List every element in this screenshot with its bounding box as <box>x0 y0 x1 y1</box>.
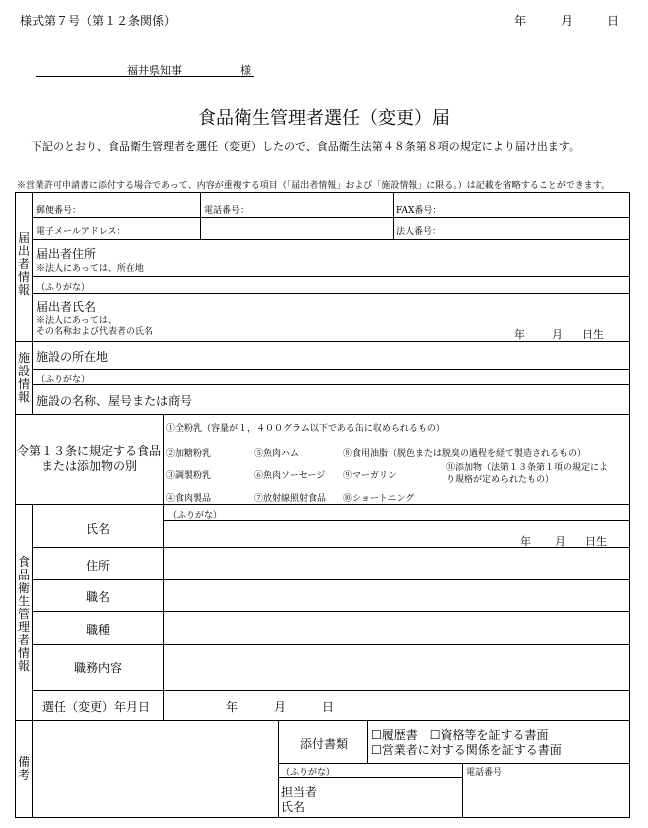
manager-furigana-label: （ふりがな） <box>168 511 223 521</box>
addressee-suffix: 様 <box>240 64 251 77</box>
contact-person-label-2: 氏名 <box>281 800 306 814</box>
food-type-item-3: ③調製粉乳 <box>166 471 212 481</box>
contact-phone-label: 電話番号 <box>466 768 503 778</box>
facility-location-label: 施設の所在地 <box>36 350 109 364</box>
applicant-name-label: 届出者氏名 <box>36 300 97 314</box>
manager-birth-month: 月 <box>555 535 566 548</box>
manager-address-label: 住所 <box>86 559 111 573</box>
food-type-item-4: ④食肉製品 <box>166 494 212 504</box>
food-type-item-8: ⑧食用油脂（脱色または脱臭の過程を経て製造されるもの） <box>343 449 587 459</box>
food-type-item-5: ⑤魚肉ハム <box>254 449 300 459</box>
section-label-facility: 施 設 情 報 <box>17 351 30 404</box>
corp-number-label: 法人番号： <box>396 227 442 237</box>
applicant-address-note: ※法人にあっては、所在地 <box>36 264 144 274</box>
manager-job-title-label: 職名 <box>86 590 111 604</box>
food-type-item-10: ⑩ショートニング <box>343 494 415 504</box>
facility-furigana-label: （ふりがな） <box>36 375 91 385</box>
section-label-applicant: 届 出 者 情 報 <box>17 231 30 297</box>
food-type-item-11: ⑪添加物（法第１３条第１項の規定により規格が定められたもの） <box>446 463 609 485</box>
fax-label: FAX番号： <box>396 206 442 216</box>
section-label-manager: 食 品 衛 生 管 理 者 情 報 <box>17 555 30 673</box>
contact-furigana-label: （ふりがな） <box>281 768 336 778</box>
applicant-furigana-label: （ふりがな） <box>36 283 91 293</box>
form-table <box>15 192 630 818</box>
addressee-underline <box>36 76 254 77</box>
attachments-line-2: ☐営業者に対する関係を証する書面 <box>371 743 562 757</box>
manager-duties-label: 職務内容 <box>74 661 123 675</box>
phone-label: 電話番号： <box>204 206 250 216</box>
section-label-remarks: 備 考 <box>17 755 30 782</box>
food-type-item-1: ①全粉乳（容量が１，４００グラム以下である缶に収められるもの） <box>166 424 445 434</box>
header-date-month: 月 <box>561 14 574 28</box>
email-label: 電子メールアドレス： <box>36 227 126 237</box>
note-text: ※営業許可申請書に添付する場合であって、内容が重複する項目（「届出者情報」および「施設情報」に限る。）は記載を省略することができます。 <box>17 181 611 191</box>
attachments-line-1: ☐履歴書 ☐資格等を証する書面 <box>371 728 549 742</box>
manager-birth-year: 年 <box>520 535 531 548</box>
header-date-year: 年 <box>514 14 527 28</box>
food-type-item-9: ⑨マーガリン <box>343 471 397 481</box>
food-type-label: 令第１３条に規定する食品または添加物の別 <box>17 444 162 473</box>
manager-name-label: 氏名 <box>86 522 111 536</box>
food-type-item-2: ②加糖粉乳 <box>166 449 212 459</box>
appointment-day: 日 <box>322 700 335 714</box>
applicant-birth-month: 月 <box>552 328 563 341</box>
applicant-name-note-1: ※法人にあっては、 <box>36 316 117 326</box>
intro-text: 下記のとおり、食品衛生管理者を選任（変更）したので、食品衛生法第４８条第８項の規定により届け出ます。 <box>31 140 580 153</box>
applicant-birth-year: 年 <box>514 328 525 341</box>
applicant-address-label: 届出者住所 <box>36 247 97 261</box>
form-number: 様式第７号（第１２条関係） <box>20 14 177 28</box>
appointment-month: 月 <box>274 700 287 714</box>
facility-name-label: 施設の名称、屋号または商号 <box>36 394 193 408</box>
postal-label: 郵便番号： <box>36 206 82 216</box>
attachments-label: 添付書類 <box>300 737 349 751</box>
food-type-item-7: ⑦放射線照射食品 <box>254 494 327 504</box>
page-title: 食品衛生管理者選任（変更）届 <box>198 108 450 129</box>
appointment-date-label: 選任（変更）年月日 <box>42 700 151 714</box>
manager-birth-day: 日生 <box>585 535 607 548</box>
manager-job-type-label: 職種 <box>86 623 111 637</box>
addressee: 福井県知事 <box>127 64 182 77</box>
header-date-day: 日 <box>607 14 620 28</box>
appointment-year: 年 <box>226 700 239 714</box>
food-type-item-6: ⑥魚肉ソーセージ <box>254 471 326 481</box>
contact-person-label-1: 担当者 <box>281 785 318 799</box>
applicant-birth-day: 日生 <box>582 328 604 341</box>
applicant-name-note-2: その名称および代表者の氏名 <box>36 327 154 337</box>
